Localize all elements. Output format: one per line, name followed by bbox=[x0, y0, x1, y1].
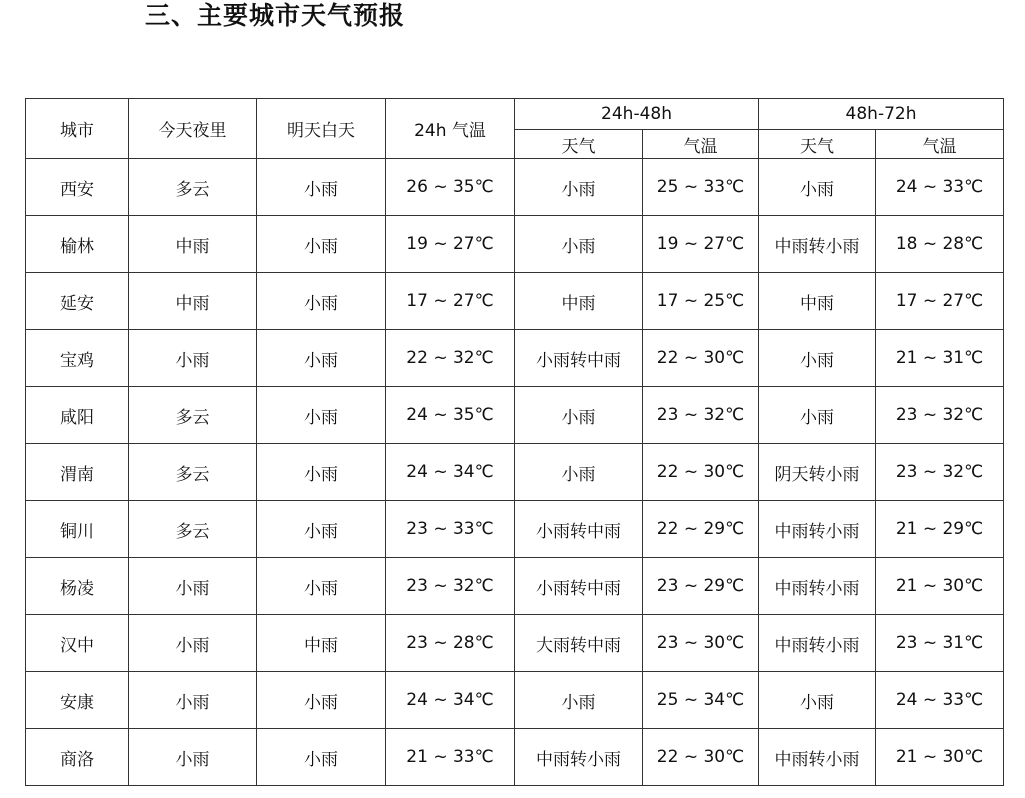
cell-weather-48: 中雨 bbox=[515, 273, 643, 330]
cell-city: 杨凌 bbox=[26, 558, 129, 615]
cell-tomorrow: 小雨 bbox=[257, 558, 386, 615]
cell-temp-72: 18 ~ 28℃ bbox=[876, 216, 1004, 273]
header-tomorrow: 明天白天 bbox=[257, 99, 386, 159]
cell-temp-72: 23 ~ 32℃ bbox=[876, 387, 1004, 444]
table-row bbox=[26, 273, 1004, 330]
cell-temp-48: 23 ~ 29℃ bbox=[643, 558, 759, 615]
cell-tomorrow: 小雨 bbox=[257, 159, 386, 216]
cell-weather-72: 小雨 bbox=[759, 330, 876, 387]
cell-temp-48: 25 ~ 33℃ bbox=[643, 159, 759, 216]
cell-temp24: 23 ~ 32℃ bbox=[386, 558, 515, 615]
cell-temp24: 23 ~ 33℃ bbox=[386, 501, 515, 558]
header-temp24: 24h 气温 bbox=[386, 99, 515, 159]
cell-tomorrow: 小雨 bbox=[257, 501, 386, 558]
cell-temp24: 24 ~ 34℃ bbox=[386, 444, 515, 501]
cell-tomorrow: 小雨 bbox=[257, 273, 386, 330]
cell-temp-48: 22 ~ 30℃ bbox=[643, 444, 759, 501]
cell-tomorrow: 小雨 bbox=[257, 729, 386, 786]
cell-city: 商洛 bbox=[26, 729, 129, 786]
table-row bbox=[26, 558, 1004, 615]
table-row bbox=[26, 672, 1004, 729]
cell-city: 安康 bbox=[26, 672, 129, 729]
header-temp-72: 气温 bbox=[876, 130, 1004, 159]
cell-weather-48: 大雨转中雨 bbox=[515, 615, 643, 672]
cell-temp-72: 21 ~ 30℃ bbox=[876, 729, 1004, 786]
cell-temp-48: 22 ~ 30℃ bbox=[643, 330, 759, 387]
cell-temp-48: 19 ~ 27℃ bbox=[643, 216, 759, 273]
header-city: 城市 bbox=[26, 99, 129, 159]
table-row bbox=[26, 444, 1004, 501]
table-row bbox=[26, 330, 1004, 387]
cell-tonight: 多云 bbox=[129, 159, 257, 216]
cell-tomorrow: 小雨 bbox=[257, 330, 386, 387]
cell-temp-48: 22 ~ 30℃ bbox=[643, 729, 759, 786]
header-tonight: 今天夜里 bbox=[129, 99, 257, 159]
cell-temp24: 17 ~ 27℃ bbox=[386, 273, 515, 330]
cell-city: 西安 bbox=[26, 159, 129, 216]
header-row-1 bbox=[26, 99, 1004, 130]
cell-weather-72: 中雨转小雨 bbox=[759, 216, 876, 273]
cell-temp24: 22 ~ 32℃ bbox=[386, 330, 515, 387]
table-row bbox=[26, 501, 1004, 558]
cell-temp-72: 21 ~ 31℃ bbox=[876, 330, 1004, 387]
cell-temp-72: 17 ~ 27℃ bbox=[876, 273, 1004, 330]
cell-weather-48: 小雨转中雨 bbox=[515, 558, 643, 615]
cell-weather-72: 阴天转小雨 bbox=[759, 444, 876, 501]
table-row bbox=[26, 615, 1004, 672]
cell-temp24: 24 ~ 34℃ bbox=[386, 672, 515, 729]
cell-tomorrow: 小雨 bbox=[257, 387, 386, 444]
table-row bbox=[26, 729, 1004, 786]
header-range-24-48: 24h-48h bbox=[515, 99, 759, 130]
cell-temp-48: 23 ~ 30℃ bbox=[643, 615, 759, 672]
cell-tomorrow: 小雨 bbox=[257, 444, 386, 501]
cell-weather-72: 中雨转小雨 bbox=[759, 615, 876, 672]
cell-tomorrow: 中雨 bbox=[257, 615, 386, 672]
cell-weather-72: 小雨 bbox=[759, 387, 876, 444]
cell-weather-72: 中雨 bbox=[759, 273, 876, 330]
cell-city: 咸阳 bbox=[26, 387, 129, 444]
cell-weather-48: 小雨 bbox=[515, 444, 643, 501]
cell-temp-48: 25 ~ 34℃ bbox=[643, 672, 759, 729]
cell-city: 宝鸡 bbox=[26, 330, 129, 387]
cell-tonight: 多云 bbox=[129, 444, 257, 501]
cell-temp-48: 17 ~ 25℃ bbox=[643, 273, 759, 330]
cell-tonight: 中雨 bbox=[129, 216, 257, 273]
cell-weather-48: 小雨转中雨 bbox=[515, 330, 643, 387]
cell-tonight: 小雨 bbox=[129, 615, 257, 672]
page-title: 三、主要城市天气预报 bbox=[145, 1, 406, 30]
header-range-48-72: 48h-72h bbox=[759, 99, 1004, 130]
cell-tonight: 中雨 bbox=[129, 273, 257, 330]
cell-weather-48: 小雨 bbox=[515, 216, 643, 273]
cell-weather-48: 中雨转小雨 bbox=[515, 729, 643, 786]
cell-weather-72: 小雨 bbox=[759, 159, 876, 216]
cell-temp-48: 22 ~ 29℃ bbox=[643, 501, 759, 558]
cell-city: 渭南 bbox=[26, 444, 129, 501]
cell-city: 汉中 bbox=[26, 615, 129, 672]
cell-weather-72: 中雨转小雨 bbox=[759, 558, 876, 615]
cell-tonight: 多云 bbox=[129, 387, 257, 444]
cell-city: 榆林 bbox=[26, 216, 129, 273]
cell-weather-72: 小雨 bbox=[759, 672, 876, 729]
cell-temp24: 26 ~ 35℃ bbox=[386, 159, 515, 216]
cell-tonight: 小雨 bbox=[129, 729, 257, 786]
cell-temp24: 23 ~ 28℃ bbox=[386, 615, 515, 672]
table-row bbox=[26, 159, 1004, 216]
cell-temp-72: 24 ~ 33℃ bbox=[876, 159, 1004, 216]
forecast-table bbox=[25, 98, 1004, 786]
cell-city: 铜川 bbox=[26, 501, 129, 558]
cell-tomorrow: 小雨 bbox=[257, 216, 386, 273]
cell-temp-72: 23 ~ 31℃ bbox=[876, 615, 1004, 672]
cell-weather-48: 小雨 bbox=[515, 387, 643, 444]
table-row bbox=[26, 387, 1004, 444]
header-weather-72: 天气 bbox=[759, 130, 876, 159]
cell-temp-72: 24 ~ 33℃ bbox=[876, 672, 1004, 729]
cell-temp-48: 23 ~ 32℃ bbox=[643, 387, 759, 444]
cell-temp-72: 23 ~ 32℃ bbox=[876, 444, 1004, 501]
header-temp-48: 气温 bbox=[643, 130, 759, 159]
header-weather-48: 天气 bbox=[515, 130, 643, 159]
cell-tonight: 小雨 bbox=[129, 672, 257, 729]
table-row bbox=[26, 216, 1004, 273]
cell-temp24: 24 ~ 35℃ bbox=[386, 387, 515, 444]
cell-temp24: 19 ~ 27℃ bbox=[386, 216, 515, 273]
cell-tomorrow: 小雨 bbox=[257, 672, 386, 729]
cell-tonight: 多云 bbox=[129, 501, 257, 558]
cell-weather-72: 中雨转小雨 bbox=[759, 729, 876, 786]
cell-tonight: 小雨 bbox=[129, 558, 257, 615]
cell-temp24: 21 ~ 33℃ bbox=[386, 729, 515, 786]
cell-temp-72: 21 ~ 29℃ bbox=[876, 501, 1004, 558]
cell-city: 延安 bbox=[26, 273, 129, 330]
cell-tonight: 小雨 bbox=[129, 330, 257, 387]
cell-weather-48: 小雨 bbox=[515, 159, 643, 216]
cell-weather-48: 小雨转中雨 bbox=[515, 501, 643, 558]
cell-temp-72: 21 ~ 30℃ bbox=[876, 558, 1004, 615]
cell-weather-48: 小雨 bbox=[515, 672, 643, 729]
cell-weather-72: 中雨转小雨 bbox=[759, 501, 876, 558]
